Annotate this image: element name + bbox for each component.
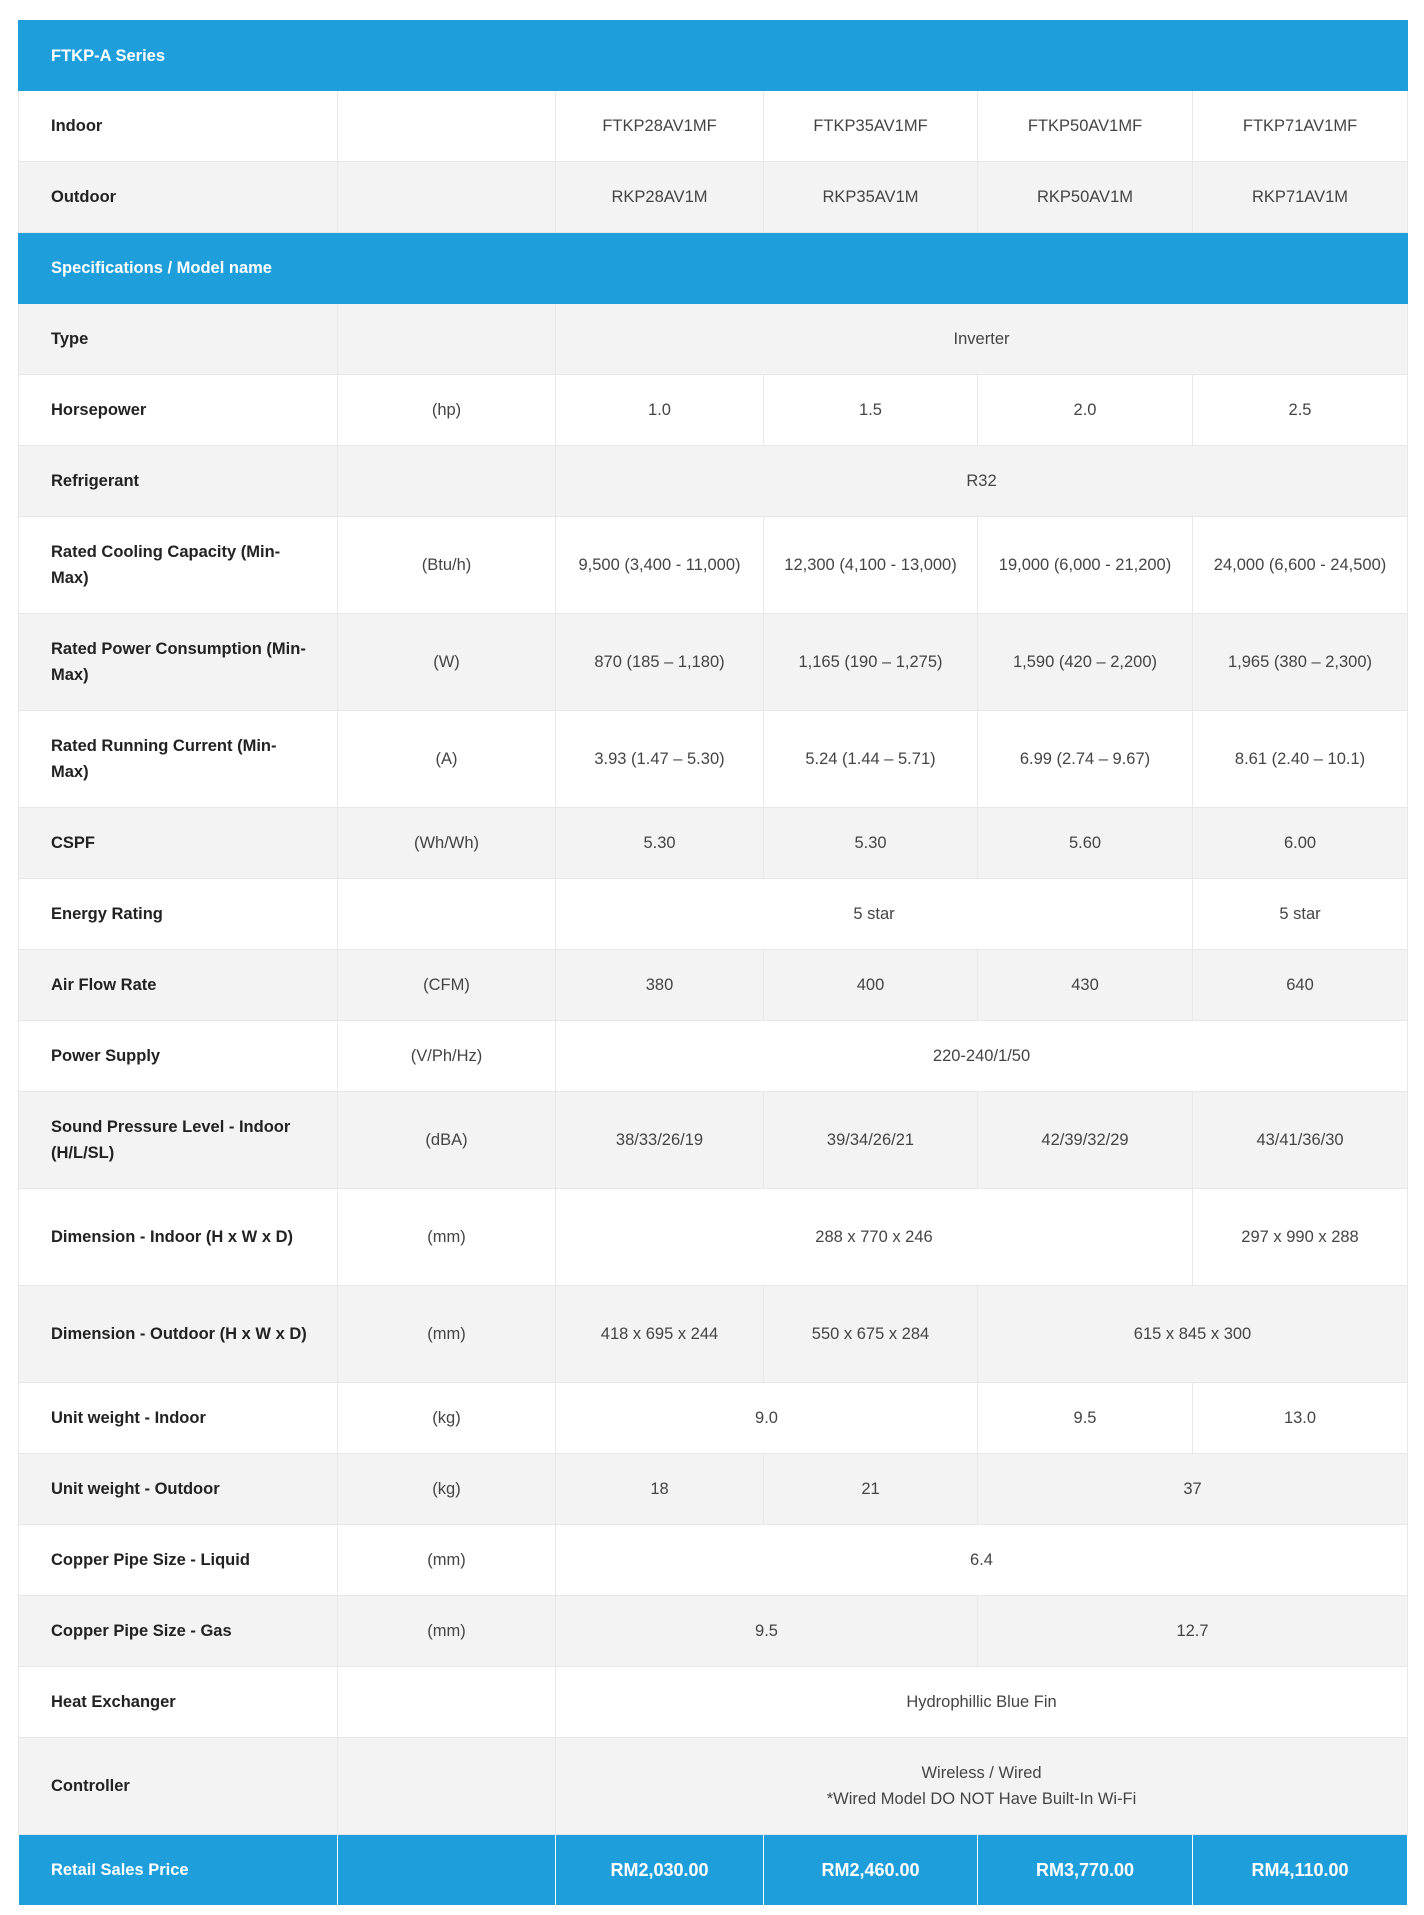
row-unit: (mm) bbox=[338, 1189, 556, 1286]
value-cell: 418 x 695 x 244 bbox=[556, 1286, 764, 1383]
value-cell: 430 bbox=[978, 950, 1193, 1021]
row-unit: (mm) bbox=[338, 1286, 556, 1383]
value-cell: 297 x 990 x 288 bbox=[1193, 1189, 1408, 1286]
value-cell: 5 star bbox=[556, 879, 1193, 950]
controller-line: Wireless / Wired bbox=[921, 1764, 1042, 1782]
heat-exchanger-row bbox=[19, 1667, 1408, 1738]
row-unit bbox=[338, 879, 556, 950]
value-cell: 400 bbox=[764, 950, 978, 1021]
model-cell: FTKP35AV1MF bbox=[764, 91, 978, 162]
weight-outdoor-row bbox=[19, 1454, 1408, 1525]
value-cell: 2.5 bbox=[1193, 375, 1408, 446]
series-header-row bbox=[19, 21, 1408, 91]
value-cell: 38/33/26/19 bbox=[556, 1092, 764, 1189]
value-cell: 5.60 bbox=[978, 808, 1193, 879]
row-unit bbox=[338, 1667, 556, 1738]
model-cell: RKP28AV1M bbox=[556, 162, 764, 233]
row-unit: (hp) bbox=[338, 375, 556, 446]
row-unit: (kg) bbox=[338, 1383, 556, 1454]
cooling-capacity-row bbox=[19, 517, 1408, 614]
row-label: Air Flow Rate bbox=[19, 950, 338, 1021]
row-label: Rated Running Current (Min-Max) bbox=[19, 711, 338, 808]
value-cell: 1.5 bbox=[764, 375, 978, 446]
row-label: Retail Sales Price bbox=[19, 1835, 338, 1906]
row-label: Outdoor bbox=[19, 162, 338, 233]
value-cell: 5.30 bbox=[764, 808, 978, 879]
row-label: Unit weight - Outdoor bbox=[19, 1454, 338, 1525]
row-label: Rated Cooling Capacity (Min-Max) bbox=[19, 517, 338, 614]
type-row bbox=[19, 304, 1408, 375]
air-flow-row bbox=[19, 950, 1408, 1021]
row-label: Heat Exchanger bbox=[19, 1667, 338, 1738]
value-cell: 9.5 bbox=[978, 1383, 1193, 1454]
model-cell: FTKP28AV1MF bbox=[556, 91, 764, 162]
row-label: Copper Pipe Size - Liquid bbox=[19, 1525, 338, 1596]
value-cell: 550 x 675 x 284 bbox=[764, 1286, 978, 1383]
row-unit: (mm) bbox=[338, 1596, 556, 1667]
value-cell: 3.93 (1.47 – 5.30) bbox=[556, 711, 764, 808]
price-cell: RM2,030.00 bbox=[556, 1835, 764, 1906]
value-cell: R32 bbox=[556, 446, 1408, 517]
value-cell: 220-240/1/50 bbox=[556, 1021, 1408, 1092]
row-unit bbox=[338, 1835, 556, 1906]
row-label: Refrigerant bbox=[19, 446, 338, 517]
model-cell: RKP71AV1M bbox=[1193, 162, 1408, 233]
row-unit: (V/Ph/Hz) bbox=[338, 1021, 556, 1092]
value-cell: 1,165 (190 – 1,275) bbox=[764, 614, 978, 711]
running-current-row bbox=[19, 711, 1408, 808]
value-cell: 1,965 (380 – 2,300) bbox=[1193, 614, 1408, 711]
model-cell: RKP35AV1M bbox=[764, 162, 978, 233]
retail-price-row bbox=[19, 1835, 1408, 1906]
value-cell: 12,300 (4,100 - 13,000) bbox=[764, 517, 978, 614]
row-unit: (mm) bbox=[338, 1525, 556, 1596]
price-cell: RM3,770.00 bbox=[978, 1835, 1193, 1906]
row-label: Energy Rating bbox=[19, 879, 338, 950]
row-label: Dimension - Outdoor (H x W x D) bbox=[19, 1286, 338, 1383]
value-cell: 21 bbox=[764, 1454, 978, 1525]
value-cell: 5 star bbox=[1193, 879, 1408, 950]
power-supply-row bbox=[19, 1021, 1408, 1092]
price-cell: RM2,460.00 bbox=[764, 1835, 978, 1906]
row-label: Copper Pipe Size - Gas bbox=[19, 1596, 338, 1667]
value-cell: 6.00 bbox=[1193, 808, 1408, 879]
controller-note: *Wired Model DO NOT Have Built-In Wi-Fi bbox=[826, 1790, 1137, 1808]
value-cell: 9.0 bbox=[556, 1383, 978, 1454]
value-cell: 43/41/36/30 bbox=[1193, 1092, 1408, 1189]
model-cell: RKP50AV1M bbox=[978, 162, 1193, 233]
value-cell bbox=[556, 1738, 1408, 1835]
spec-table bbox=[18, 20, 1408, 1906]
outdoor-row bbox=[19, 162, 1408, 233]
row-unit: (Btu/h) bbox=[338, 517, 556, 614]
value-cell: 640 bbox=[1193, 950, 1408, 1021]
cspf-row bbox=[19, 808, 1408, 879]
pipe-liquid-row bbox=[19, 1525, 1408, 1596]
row-unit: (W) bbox=[338, 614, 556, 711]
value-cell: 39/34/26/21 bbox=[764, 1092, 978, 1189]
value-cell: 24,000 (6,600 - 24,500) bbox=[1193, 517, 1408, 614]
row-label: Indoor bbox=[19, 91, 338, 162]
row-label: Power Supply bbox=[19, 1021, 338, 1092]
row-unit bbox=[338, 1738, 556, 1835]
refrigerant-row bbox=[19, 446, 1408, 517]
row-label: Unit weight - Indoor bbox=[19, 1383, 338, 1454]
horsepower-row bbox=[19, 375, 1408, 446]
value-cell: 13.0 bbox=[1193, 1383, 1408, 1454]
value-cell: 8.61 (2.40 – 10.1) bbox=[1193, 711, 1408, 808]
value-cell: 9,500 (3,400 - 11,000) bbox=[556, 517, 764, 614]
value-cell: 380 bbox=[556, 950, 764, 1021]
row-label: Type bbox=[19, 304, 338, 375]
row-unit bbox=[338, 446, 556, 517]
row-unit: (Wh/Wh) bbox=[338, 808, 556, 879]
row-unit bbox=[338, 162, 556, 233]
row-unit bbox=[338, 91, 556, 162]
dimension-indoor-row bbox=[19, 1189, 1408, 1286]
value-cell: 6.4 bbox=[556, 1525, 1408, 1596]
value-cell: 5.30 bbox=[556, 808, 764, 879]
value-cell: 19,000 (6,000 - 21,200) bbox=[978, 517, 1193, 614]
value-cell: 18 bbox=[556, 1454, 764, 1525]
value-cell: 9.5 bbox=[556, 1596, 978, 1667]
price-cell: RM4,110.00 bbox=[1193, 1835, 1408, 1906]
specifications-header-row bbox=[19, 233, 1408, 304]
value-cell: 870 (185 – 1,180) bbox=[556, 614, 764, 711]
value-cell: 6.99 (2.74 – 9.67) bbox=[978, 711, 1193, 808]
specifications-title: Specifications / Model name bbox=[19, 233, 1408, 304]
row-unit: (CFM) bbox=[338, 950, 556, 1021]
pipe-gas-row bbox=[19, 1596, 1408, 1667]
energy-rating-row bbox=[19, 879, 1408, 950]
value-cell: 615 x 845 x 300 bbox=[978, 1286, 1408, 1383]
sound-indoor-row bbox=[19, 1092, 1408, 1189]
row-label: CSPF bbox=[19, 808, 338, 879]
model-cell: FTKP71AV1MF bbox=[1193, 91, 1408, 162]
row-label: Dimension - Indoor (H x W x D) bbox=[19, 1189, 338, 1286]
row-label: Horsepower bbox=[19, 375, 338, 446]
value-cell: Hydrophillic Blue Fin bbox=[556, 1667, 1408, 1738]
value-cell: 12.7 bbox=[978, 1596, 1408, 1667]
value-cell: 288 x 770 x 246 bbox=[556, 1189, 1193, 1286]
power-consumption-row bbox=[19, 614, 1408, 711]
model-cell: FTKP50AV1MF bbox=[978, 91, 1193, 162]
value-cell: 5.24 (1.44 – 5.71) bbox=[764, 711, 978, 808]
row-label: Controller bbox=[19, 1738, 338, 1835]
weight-indoor-row bbox=[19, 1383, 1408, 1454]
row-label: Rated Power Consumption (Min-Max) bbox=[19, 614, 338, 711]
row-unit: (A) bbox=[338, 711, 556, 808]
dimension-outdoor-row bbox=[19, 1286, 1408, 1383]
value-cell: 42/39/32/29 bbox=[978, 1092, 1193, 1189]
value-cell: 37 bbox=[978, 1454, 1408, 1525]
row-unit bbox=[338, 304, 556, 375]
indoor-row bbox=[19, 91, 1408, 162]
row-unit: (kg) bbox=[338, 1454, 556, 1525]
value-cell: 1,590 (420 – 2,200) bbox=[978, 614, 1193, 711]
value-cell: 1.0 bbox=[556, 375, 764, 446]
value-cell: 2.0 bbox=[978, 375, 1193, 446]
series-title: FTKP-A Series bbox=[19, 21, 1408, 91]
row-label: Sound Pressure Level - Indoor (H/L/SL) bbox=[19, 1092, 338, 1189]
controller-row bbox=[19, 1738, 1408, 1835]
row-unit: (dBA) bbox=[338, 1092, 556, 1189]
value-cell: Inverter bbox=[556, 304, 1408, 375]
